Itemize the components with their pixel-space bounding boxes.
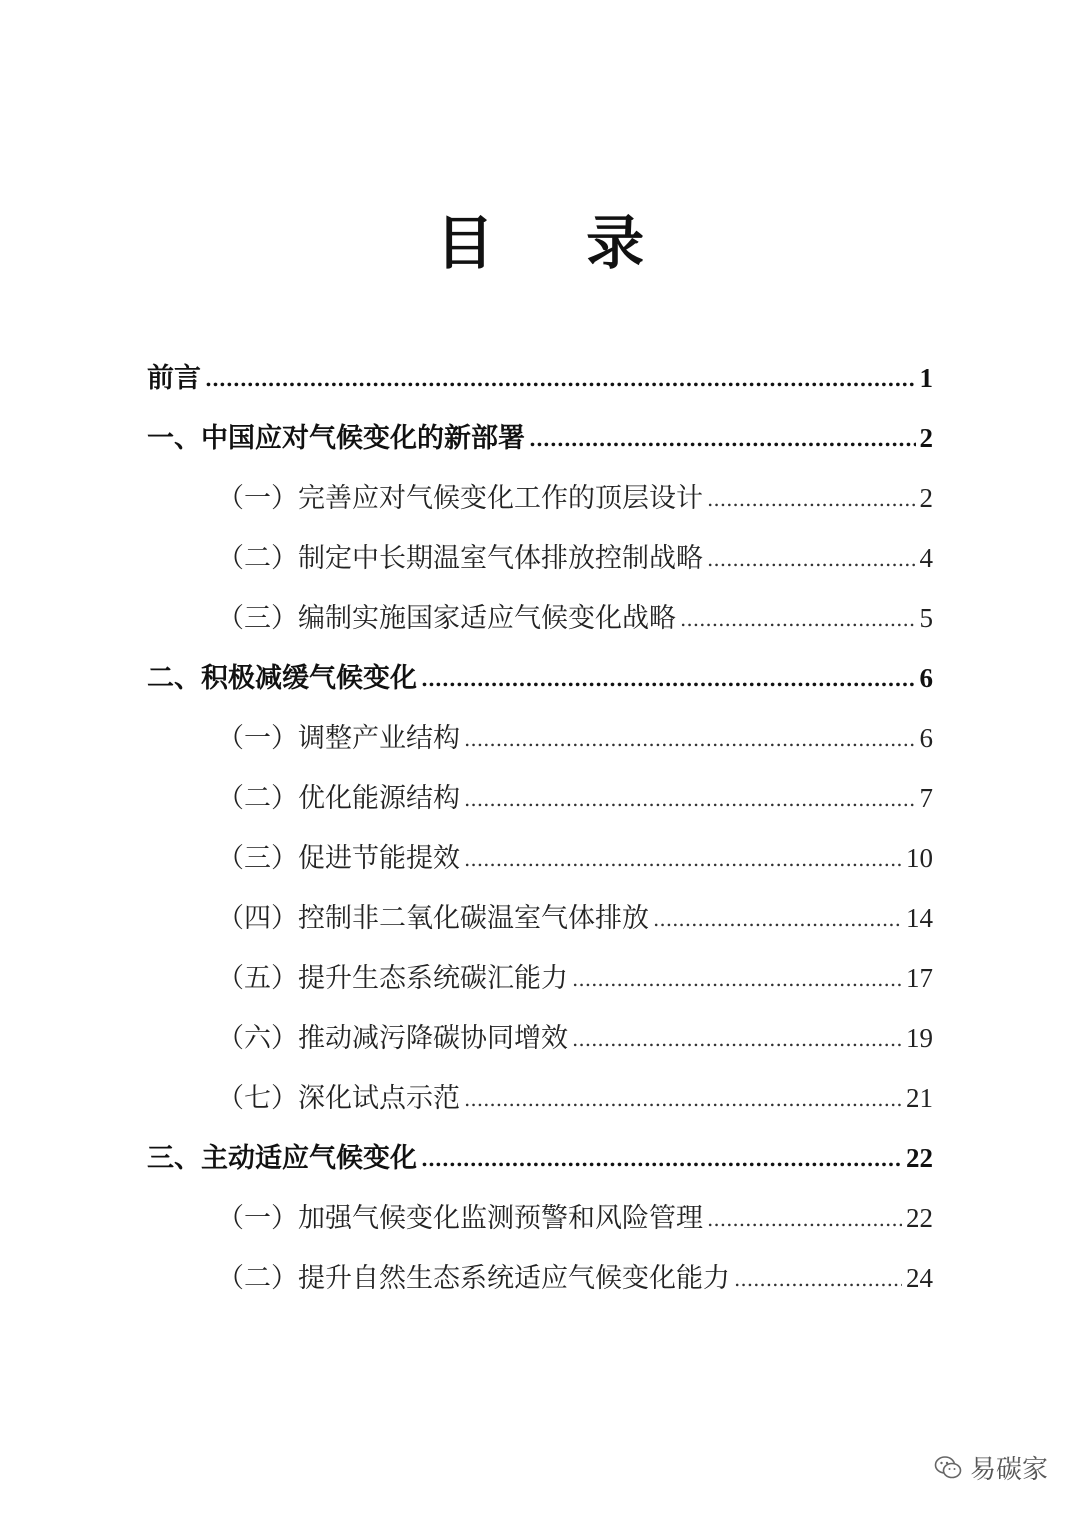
toc-entry[interactable]	[147, 948, 933, 1008]
toc-leader-dots	[707, 540, 916, 567]
toc-page-number: 6	[919, 723, 933, 753]
toc-page-number: 21	[906, 1083, 933, 1113]
toc-leader-dots	[464, 780, 916, 807]
toc-page-number: 10	[906, 843, 933, 873]
toc-entry[interactable]	[147, 348, 933, 408]
toc-page-number: 2	[919, 423, 933, 453]
toc-leader-dots	[572, 960, 902, 987]
toc-leader-dots	[421, 660, 916, 687]
toc-page-number: 17	[906, 963, 933, 993]
toc-entry[interactable]	[147, 1128, 933, 1188]
toc-leader-dots	[653, 900, 902, 927]
toc-leader-dots	[464, 840, 902, 867]
toc-entry-label: 前言	[147, 363, 201, 394]
toc-entry[interactable]	[147, 1248, 933, 1308]
toc-leader-dots	[464, 720, 916, 747]
toc-page-number: 4	[919, 543, 933, 573]
toc-entry[interactable]	[147, 408, 933, 468]
toc-leader-dots	[529, 420, 916, 447]
toc-entry[interactable]	[147, 768, 933, 828]
page-title: 目 录	[435, 209, 681, 277]
toc-leader-dots	[707, 1200, 902, 1227]
toc-entry-label: 三、主动适应气候变化	[147, 1143, 417, 1174]
toc-entry-label: 一、中国应对气候变化的新部署	[147, 423, 525, 454]
toc-page-number: 2	[919, 483, 933, 513]
toc-entry[interactable]	[147, 1008, 933, 1068]
toc-entry-label: （二）提升自然生态系统适应气候变化能力	[217, 1263, 730, 1294]
toc-entry-label: （四）控制非二氧化碳温室气体排放	[217, 903, 649, 934]
toc-leader-dots	[680, 600, 916, 627]
toc-entry-label: （七）深化试点示范	[217, 1083, 460, 1114]
toc-page-number: 14	[906, 903, 933, 933]
toc-entry-label: 二、积极减缓气候变化	[147, 663, 417, 694]
toc-leader-dots	[205, 360, 916, 387]
toc-entry-label: （三）编制实施国家适应气候变化战略	[217, 603, 676, 634]
toc-leader-dots	[707, 480, 916, 507]
toc-page-number: 22	[906, 1203, 933, 1233]
toc-page-number: 5	[919, 603, 933, 633]
table-of-contents	[147, 348, 933, 1308]
toc-entry-label: （一）加强气候变化监测预警和风险管理	[217, 1203, 703, 1234]
toc-leader-dots	[734, 1260, 902, 1287]
toc-page-number: 19	[906, 1023, 933, 1053]
toc-entry-label: （六）推动减污降碳协同增效	[217, 1023, 568, 1054]
toc-entry[interactable]	[147, 468, 933, 528]
watermark-text: 易碳家	[969, 1455, 1048, 1485]
toc-page-number: 24	[906, 1263, 933, 1293]
toc-entry[interactable]	[147, 888, 933, 948]
toc-entry-label: （二）优化能源结构	[217, 783, 460, 814]
toc-entry[interactable]	[147, 588, 933, 648]
toc-entry-label: （一）完善应对气候变化工作的顶层设计	[217, 483, 703, 514]
toc-entry[interactable]	[147, 1068, 933, 1128]
toc-entry-label: （一）调整产业结构	[217, 723, 460, 754]
toc-entry[interactable]	[147, 648, 933, 708]
toc-leader-dots	[572, 1020, 902, 1047]
toc-page-number: 7	[919, 783, 933, 813]
toc-entry[interactable]	[147, 1188, 933, 1248]
toc-entry-label: （三）促进节能提效	[217, 843, 460, 874]
toc-entry[interactable]	[147, 708, 933, 768]
toc-page-number: 22	[906, 1143, 933, 1173]
watermark	[934, 1449, 1048, 1486]
toc-page-number: 6	[919, 663, 933, 693]
toc-leader-dots	[421, 1140, 902, 1167]
toc-entry-label: （五）提升生态系统碳汇能力	[217, 963, 568, 994]
toc-entry[interactable]	[147, 528, 933, 588]
toc-leader-dots	[464, 1080, 902, 1107]
toc-page-number: 1	[919, 363, 933, 393]
toc-entry[interactable]	[147, 828, 933, 888]
toc-entry-label: （二）制定中长期温室气体排放控制战略	[217, 543, 703, 574]
wechat-icon	[934, 1455, 962, 1481]
